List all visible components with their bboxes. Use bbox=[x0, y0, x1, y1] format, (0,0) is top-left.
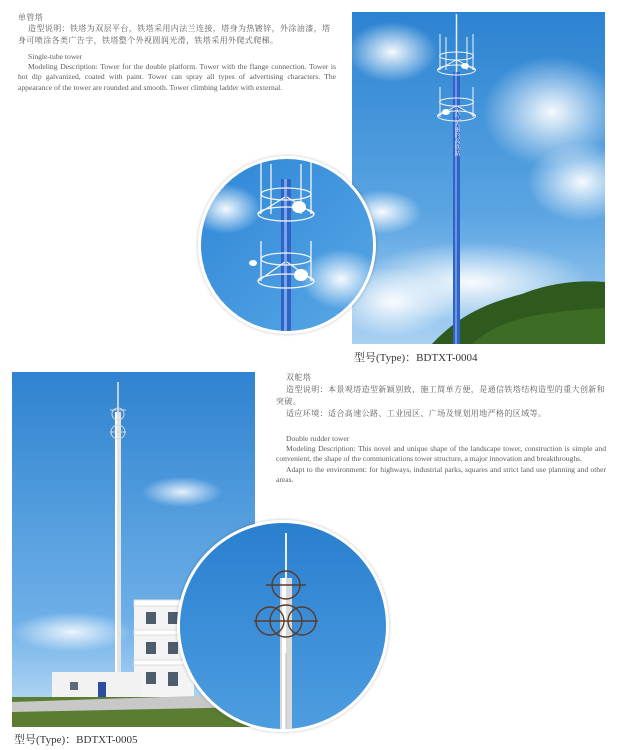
tower-0004-photo bbox=[352, 12, 605, 344]
section1-desc-zh: 造型说明：铁塔为双层平台，铁塔采用内法兰连接，塔身为热镀锌，外涂油漆，塔身可喷涂各类广告字，铁塔整个外视圆润光滑，铁塔采用外爬式爬梯。 bbox=[18, 24, 331, 45]
model-label-0004: 型号(Type)：BDTXT-0004 bbox=[354, 352, 478, 364]
section2-text-block bbox=[276, 372, 606, 485]
model-label-0005: 型号(Type)：BDTXT-0005 bbox=[14, 734, 138, 746]
section1-text-block bbox=[18, 12, 336, 93]
tower-0004-lettering: 大气美丽的高铁站 bbox=[453, 108, 460, 156]
section2-env-en: Adapt to the environment: for highways, industrial parks, squares and strict land use planning and other areas. bbox=[276, 464, 606, 484]
section1-title-zh: 单管塔 bbox=[18, 13, 44, 22]
section2-title-zh: 双舵塔 bbox=[286, 373, 312, 382]
section2-env-zh: 适应环境：适合高速公路、工业园区、广场及规划用地严格的区域等。 bbox=[286, 409, 547, 418]
section1-title-en: Single-tube tower bbox=[28, 52, 83, 61]
section2-title-en: Double rudder tower bbox=[286, 434, 350, 443]
tower-0005-detail-photo bbox=[177, 520, 389, 732]
section2-desc-en: Modeling Description: This novel and unique shape of the landscape tower, construction is simple and convenient, the shape of the communications tower structure, a major innovation and breakthroughs. bbox=[276, 444, 606, 464]
section1-desc-en: Modeling Description: Tower for the double platform. Tower with the flange connection. Tower is hot dip galvanized, coated with paint. Tower can spray all types of advertising characters. The appearance of the tower are rounded and smooth. Tower climbing ladder with external. bbox=[18, 62, 336, 92]
tower-0004-detail-photo bbox=[198, 156, 376, 334]
section2-desc-zh: 造型说明：本景观塔造型新颖别致，施工简单方便，是通信铁塔结构造型的重大创新和突破。 bbox=[276, 385, 606, 406]
